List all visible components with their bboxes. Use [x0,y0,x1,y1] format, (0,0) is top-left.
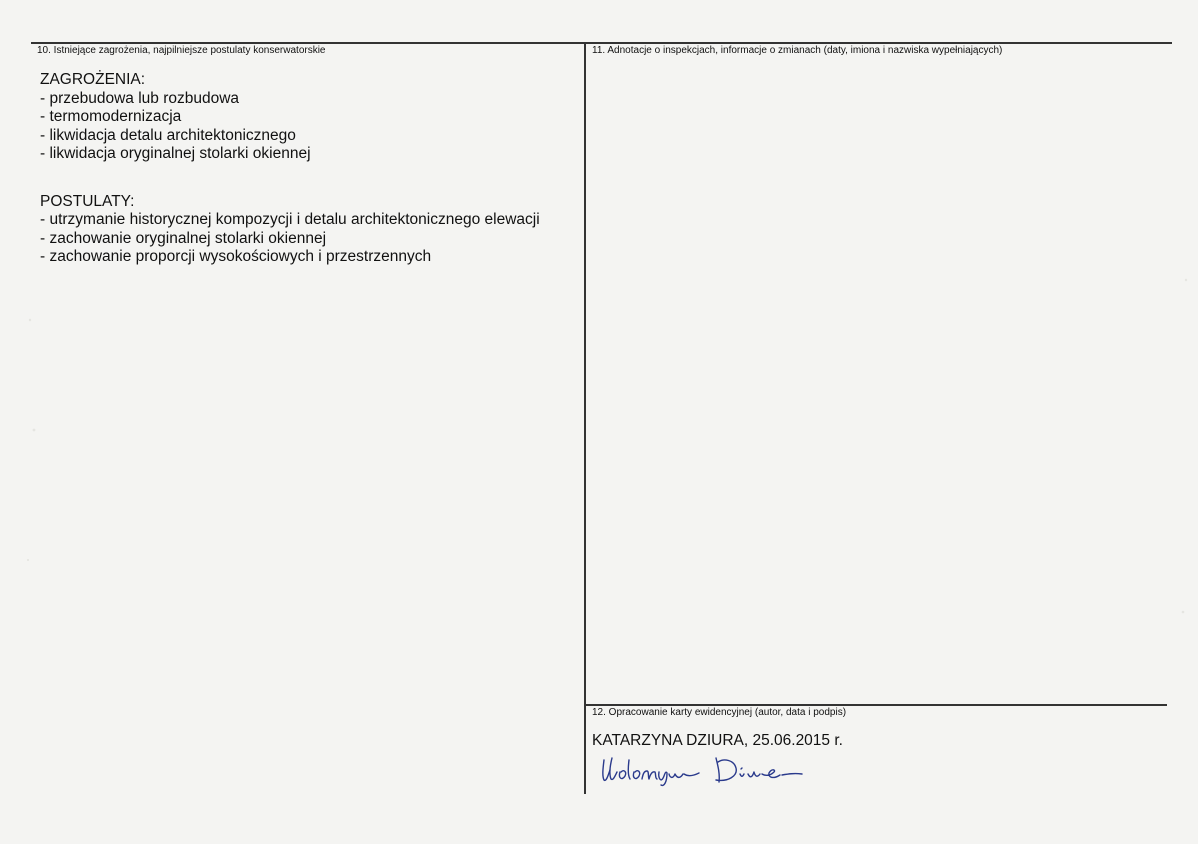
section-12-rule [585,704,1167,706]
threat-item: - likwidacja oryginalnej stolarki okiennej [40,145,311,162]
threat-item: - likwidacja detalu architektonicznego [40,126,296,144]
threats-title: ZAGROŻENIA: [40,71,146,88]
postulate-item: - utrzymanie historycznej kompozycji i detalu architektonicznego elewacji [40,211,540,228]
threat-item: - przebudowa lub rozbudowa [40,89,240,107]
postulate-item: - zachowanie oryginalnej stolarki okiennej [40,229,327,247]
author-date-line: KATARZYNA DZIURA, 25.06.2015 r. [592,732,843,749]
threats-list [40,90,575,164]
column-divider-rule [584,42,586,794]
postulates-title: POSTULATY: [40,192,135,210]
section-12-heading: 12. Opracowanie karty ewidencyjnej (autor, data i podpis) [592,707,847,718]
section-11-heading: 11. Adnotacje o inspekcjach, informacje o zmianach (daty, imiona i nazwiska wypełniających) [592,45,1003,56]
section-10-content [40,71,575,267]
top-border-rule [31,42,1172,44]
postulate-item: - zachowanie proporcji wysokościowych i przestrzennych [40,248,432,265]
handwritten-signature [598,752,818,788]
section-10-heading: 10. Istniejące zagrożenia, najpilniejsze postulaty konserwatorskie [37,45,326,56]
postulates-list [40,211,575,267]
signature-icon [598,752,818,788]
threat-item: - termomodernizacja [40,108,182,125]
block-spacer [40,164,575,193]
